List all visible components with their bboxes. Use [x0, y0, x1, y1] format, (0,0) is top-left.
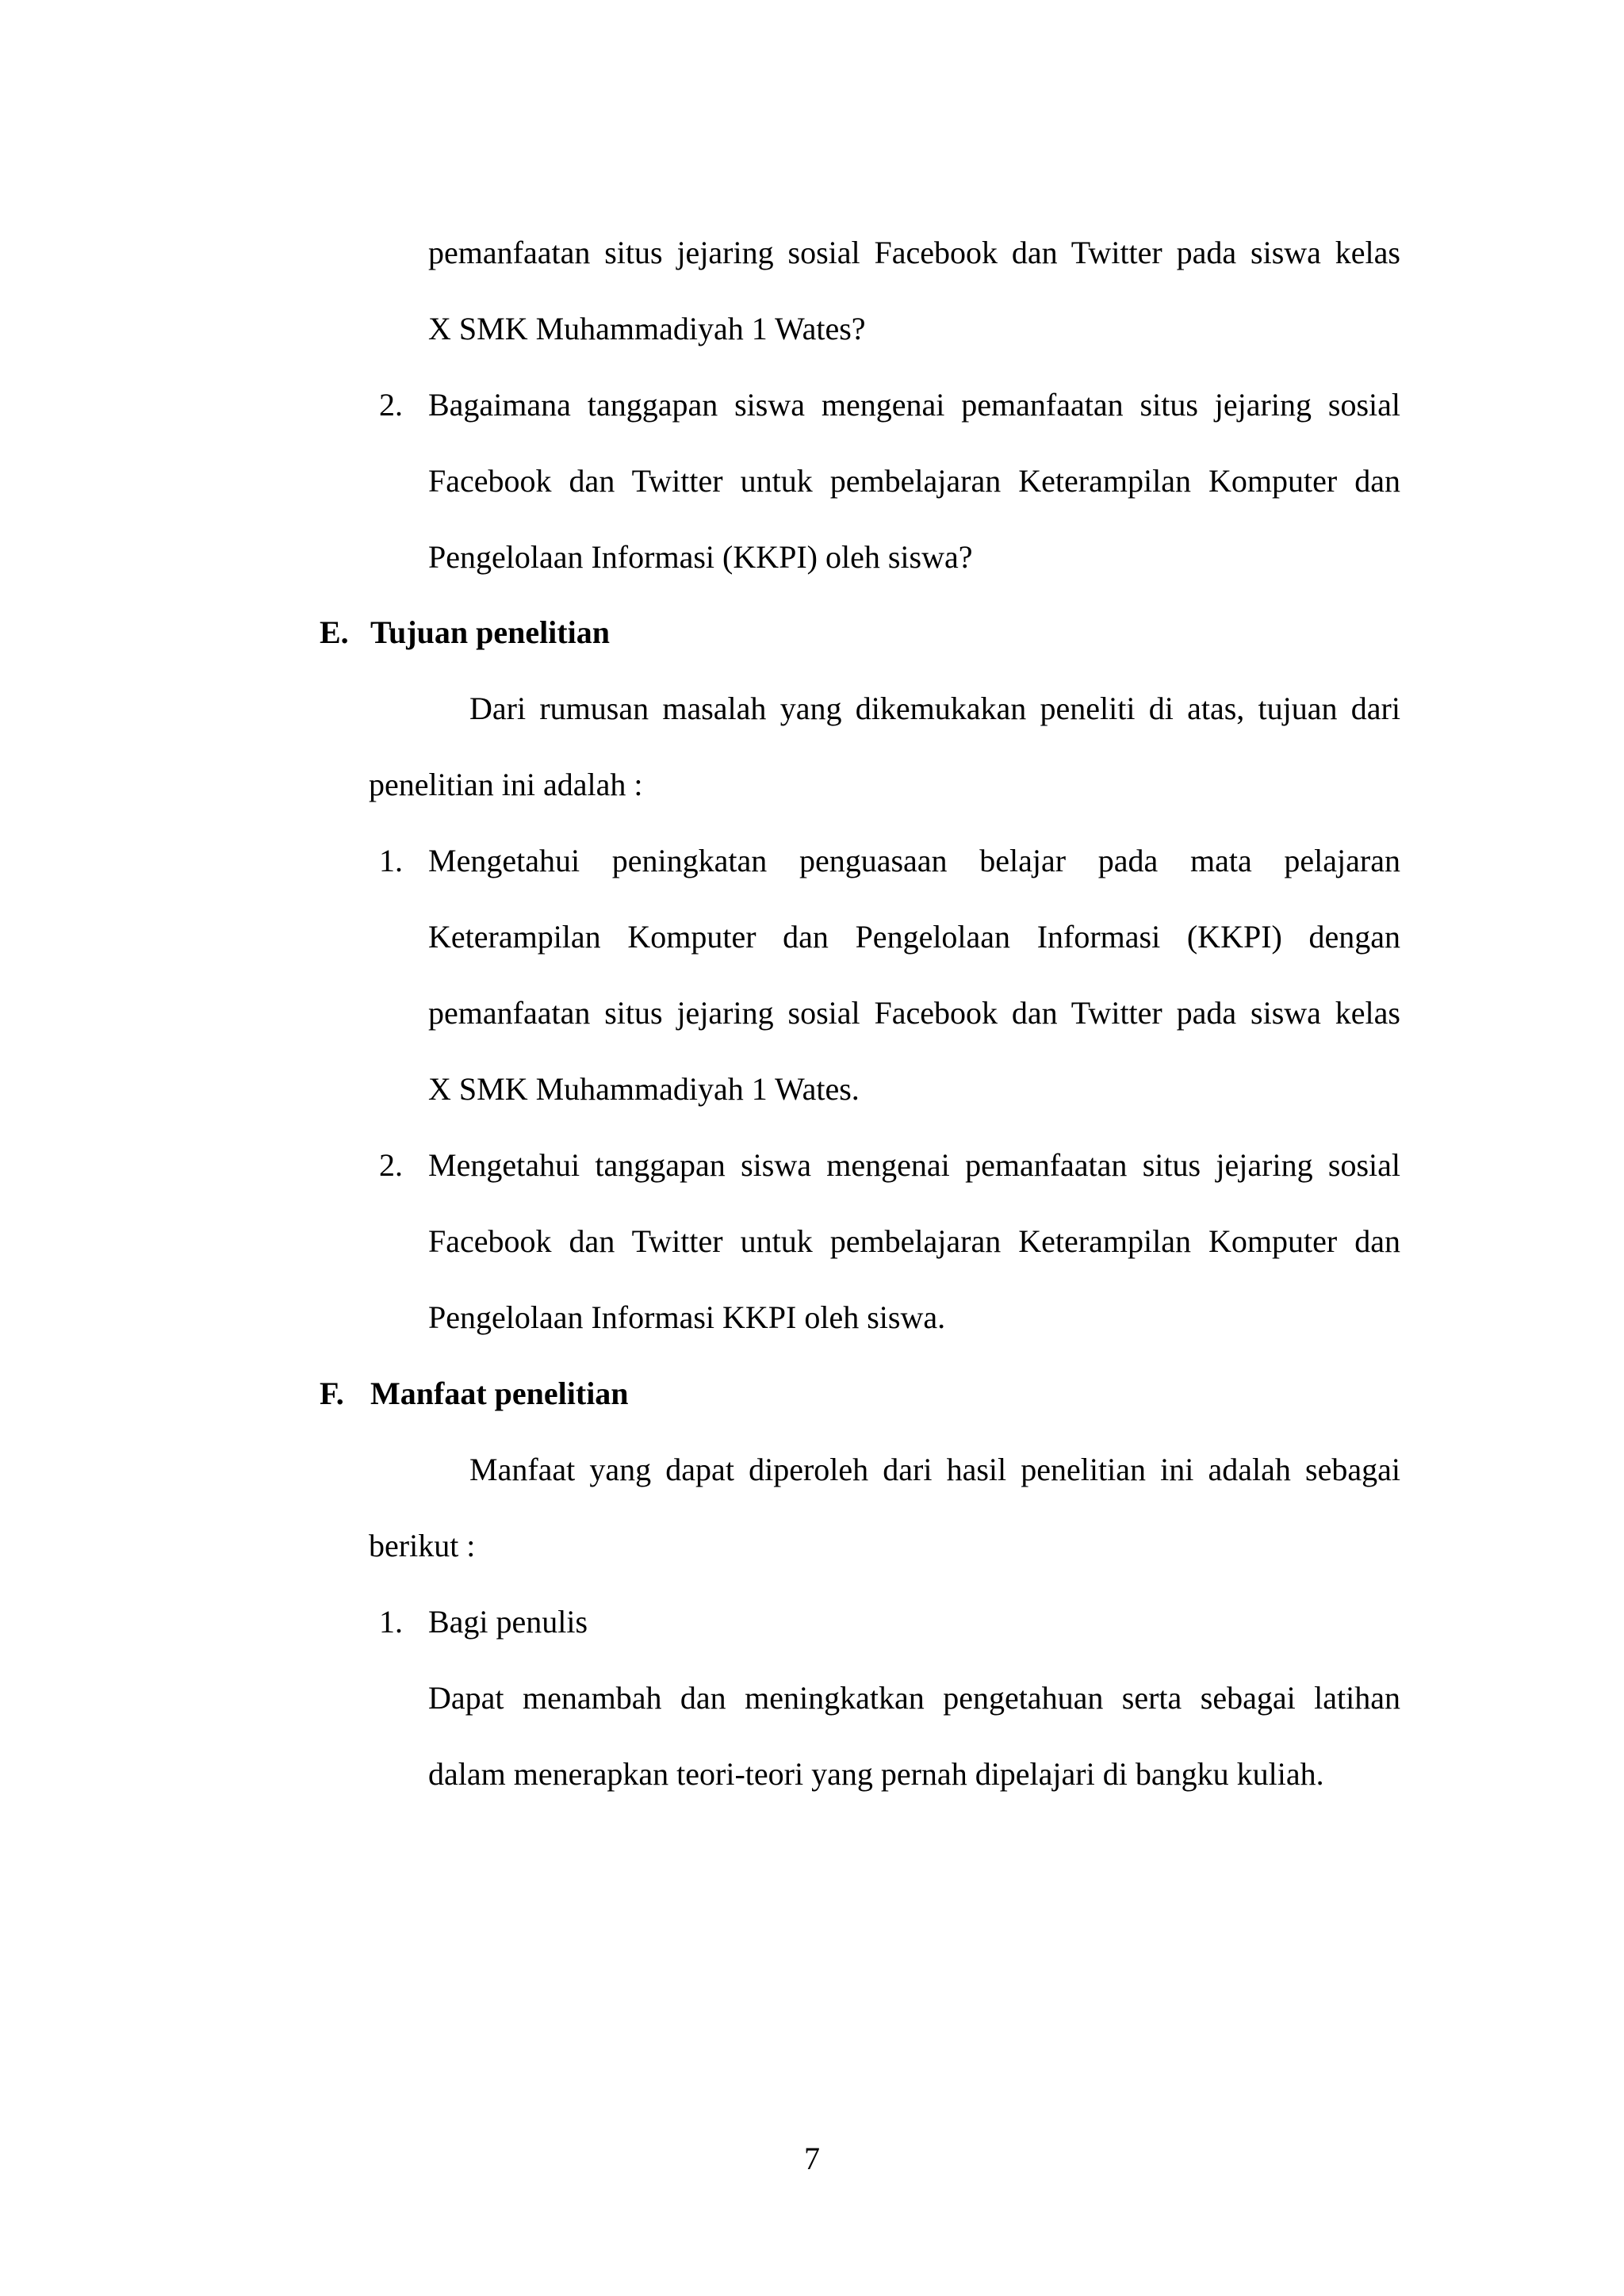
section-f-letter: F. [320, 1376, 344, 1411]
continued-item-line-2: X SMK Muhammadiyah 1 Wates? [428, 311, 866, 346]
section-f-title: Manfaat penelitian [370, 1376, 629, 1411]
section-e-item-1-line-1: Mengetahui peningkatan penguasaan belajar pada mata pelajaran [428, 843, 1400, 878]
question-2-line-3: Pengelolaan Informasi (KKPI) oleh siswa? [428, 539, 973, 575]
section-e-item-2-number: 2. [379, 1147, 403, 1183]
section-f-intro-line-2: berikut : [369, 1528, 476, 1563]
section-f-item-1-number: 1. [379, 1604, 403, 1640]
section-e-letter: E. [320, 614, 349, 650]
section-e-intro-line-1: Dari rumusan masalah yang dikemukakan peneliti di atas, tujuan dari [469, 691, 1400, 726]
section-e-item-1-line-3: pemanfaatan situs jejaring sosial Facebook dan Twitter pada siswa kelas [428, 995, 1400, 1031]
section-e-item-1-line-2: Keterampilan Komputer dan Pengelolaan Informasi (KKPI) dengan [428, 919, 1400, 955]
continued-item-line-1: pemanfaatan situs jejaring sosial Facebook dan Twitter pada siswa kelas [428, 235, 1400, 270]
section-e-intro-line-2: penelitian ini adalah : [369, 767, 643, 802]
section-f-intro-line-1: Manfaat yang dapat diperoleh dari hasil penelitian ini adalah sebagai [469, 1452, 1400, 1487]
section-e-item-1-number: 1. [379, 843, 403, 878]
page-number: 7 [804, 2141, 820, 2176]
section-e-item-1-line-4: X SMK Muhammadiyah 1 Wates. [428, 1071, 860, 1107]
section-e-item-2-line-1: Mengetahui tanggapan siswa mengenai pemanfaatan situs jejaring sosial [428, 1147, 1400, 1183]
section-f-item-1-line-1: Dapat menambah dan meningkatkan pengetahuan serta sebagai latihan [428, 1680, 1400, 1716]
question-2-line-1: Bagaimana tanggapan siswa mengenai pemanfaatan situs jejaring sosial [428, 387, 1400, 423]
question-2-number: 2. [379, 387, 403, 423]
question-2-line-2: Facebook dan Twitter untuk pembelajaran Keterampilan Komputer dan [428, 463, 1400, 499]
section-e-item-2-line-3: Pengelolaan Informasi KKPI oleh siswa. [428, 1299, 946, 1335]
section-e-item-2-line-2: Facebook dan Twitter untuk pembelajaran Keterampilan Komputer dan [428, 1223, 1400, 1259]
section-f-item-1-line-2: dalam menerapkan teori-teori yang pernah dipelajari di bangku kuliah. [428, 1756, 1324, 1792]
section-e-title: Tujuan penelitian [370, 614, 610, 650]
section-f-item-1-heading: Bagi penulis [428, 1604, 588, 1640]
